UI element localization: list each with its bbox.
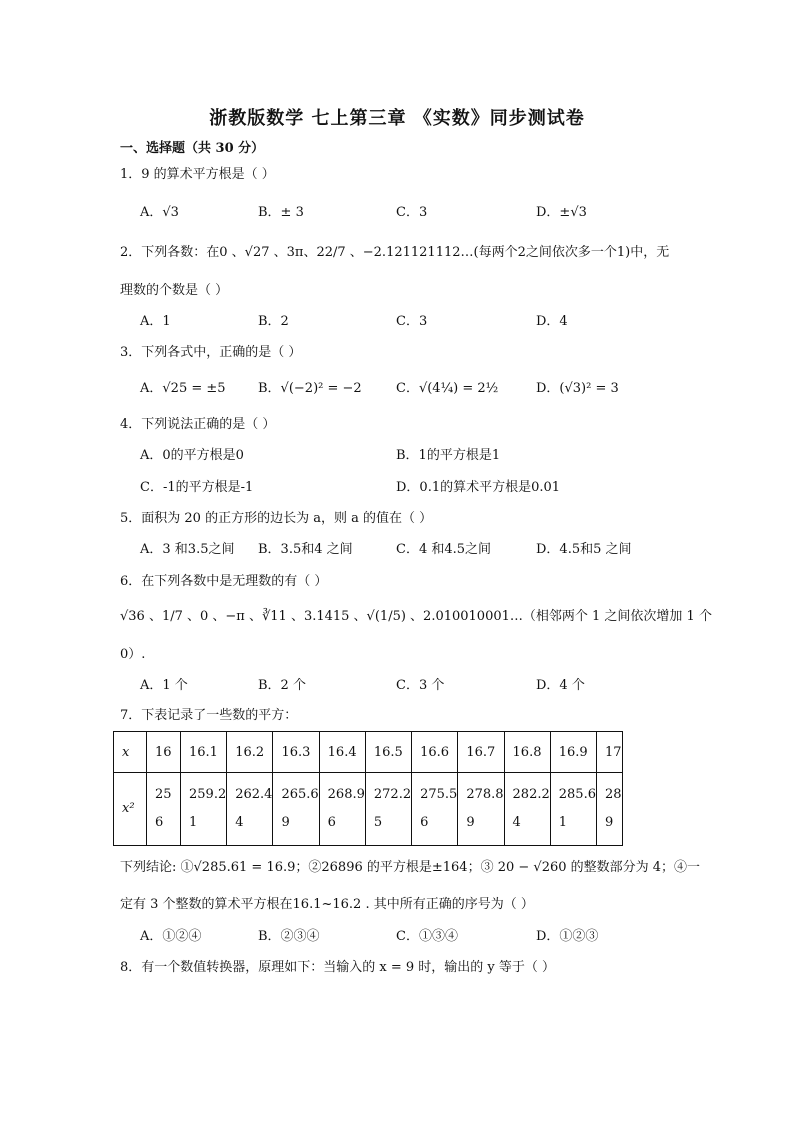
- q6-option-b: B．2 个: [258, 678, 306, 693]
- q7-stem: 7．下表记录了一些数的平方：: [120, 708, 298, 723]
- q4-stem: 4．下列说法正确的是（ ）: [120, 417, 276, 432]
- q5-option-a: A．3 和3.5之间: [140, 542, 235, 557]
- table-cell: 268.9 6: [319, 773, 365, 846]
- table-cell: 16: [147, 732, 181, 773]
- table-cell: 259.2 1: [181, 773, 227, 846]
- q4-option-d: D．0.1的算术平方根是0.01: [396, 480, 561, 495]
- q2-option-c: C．3: [396, 314, 428, 329]
- q6-number-list-line2: 0）.: [120, 647, 146, 662]
- table-cell: 16.9: [550, 732, 596, 773]
- q1-option-c: C．3: [396, 205, 428, 220]
- table-row-label-x-squared: x²: [114, 773, 147, 846]
- table-cell: 28 9: [596, 773, 622, 846]
- table-row-x-squared: [114, 773, 623, 846]
- table-cell: 16.8: [504, 732, 550, 773]
- q3-option-c: C．√(4¼) = 2½: [396, 381, 499, 396]
- table-row-x: [114, 732, 623, 773]
- q2-option-b: B．2: [258, 314, 289, 329]
- q3-option-b: B．√(−2)² = −2: [258, 381, 362, 396]
- q4-option-a: A．0的平方根是0: [140, 448, 244, 463]
- table-cell: 278.8 9: [458, 773, 504, 846]
- q2-stem-line2: 理数的个数是（ ）: [120, 283, 229, 298]
- table-cell: 272.2 5: [365, 773, 411, 846]
- table-cell: 16.1: [181, 732, 227, 773]
- table-cell: 17: [596, 732, 622, 773]
- table-cell: 16.3: [273, 732, 319, 773]
- table-cell: 285.6 1: [550, 773, 596, 846]
- table-cell: 16.5: [365, 732, 411, 773]
- q7-conclusion-line2: 定有 3 个整数的算术平方根在16.1~16.2 . 其中所有正确的序号为（ ）: [120, 897, 534, 912]
- q3-option-a: A．√25 = ±5: [140, 381, 226, 396]
- q5-option-b: B．3.5和4 之间: [258, 542, 353, 557]
- table-cell: 16.4: [319, 732, 365, 773]
- q6-stem: 6．在下列各数中是无理数的有（ ）: [120, 574, 328, 589]
- table-cell: 262.4 4: [227, 773, 273, 846]
- q5-option-c: C．4 和4.5之间: [396, 542, 492, 557]
- table-row-label-x: x: [114, 732, 147, 773]
- q7-option-a: A．①②④: [140, 929, 202, 944]
- page-title: 浙教版数学 七上第三章 《实数》同步测试卷: [209, 108, 585, 129]
- table-cell: 282.2 4: [504, 773, 550, 846]
- q1-option-b: B．± 3: [258, 205, 304, 220]
- q7-conclusion-line1: 下列结论: ①√285.61 = 16.9；②26896 的平方根是±164；③ 20 − √260 的整数部分为 4；④一: [120, 860, 701, 875]
- table-cell: 25 6: [147, 773, 181, 846]
- table-cell: 16.2: [227, 732, 273, 773]
- q3-stem: 3．下列各式中，正确的是（ ）: [120, 345, 302, 360]
- q6-option-a: A．1 个: [140, 678, 188, 693]
- q4-option-c: C．-1的平方根是-1: [140, 480, 254, 495]
- section-heading: 一、选择题（共 30 分）: [120, 141, 265, 156]
- q6-number-list-line1: √36 、1/7 、0 、−π 、∛11 、3.1415 、√(1/5) 、2.010010001…（相邻两个 1 之间依次增加 1 个: [120, 609, 712, 624]
- q2-option-d: D．4: [536, 314, 568, 329]
- q8-stem: 8．有一个数值转换器，原理如下：当输入的 x = 9 时，输出的 y 等于（ ）: [120, 960, 556, 975]
- table-cell: 16.6: [412, 732, 458, 773]
- q4-option-b: B．1的平方根是1: [396, 448, 501, 463]
- q2-stem-line1: 2．下列各数：在0 、√27 、3π、22/7 、−2.121121112…(每两个2之间依次多一个1)中，无: [120, 245, 670, 260]
- q7-option-d: D．①②③: [536, 929, 599, 944]
- q3-option-d: D．(√3)² = 3: [536, 381, 619, 396]
- q1-stem: 1．9 的算术平方根是（ ）: [120, 167, 275, 182]
- table-cell: 265.6 9: [273, 773, 319, 846]
- table-cell: 16.7: [458, 732, 504, 773]
- q2-option-a: A．1: [140, 314, 171, 329]
- q6-option-d: D．4 个: [536, 678, 585, 693]
- q5-stem: 5．面积为 20 的正方形的边长为 a，则 a 的值在（ ）: [120, 511, 433, 526]
- q5-option-d: D．4.5和5 之间: [536, 542, 632, 557]
- q7-option-c: C．①③④: [396, 929, 458, 944]
- squares-table: [113, 731, 623, 846]
- q1-option-d: D．±√3: [536, 205, 587, 220]
- q7-option-b: B．②③④: [258, 929, 320, 944]
- q6-option-c: C．3 个: [396, 678, 445, 693]
- q1-option-a: A．√3: [140, 205, 179, 220]
- table-cell: 275.5 6: [412, 773, 458, 846]
